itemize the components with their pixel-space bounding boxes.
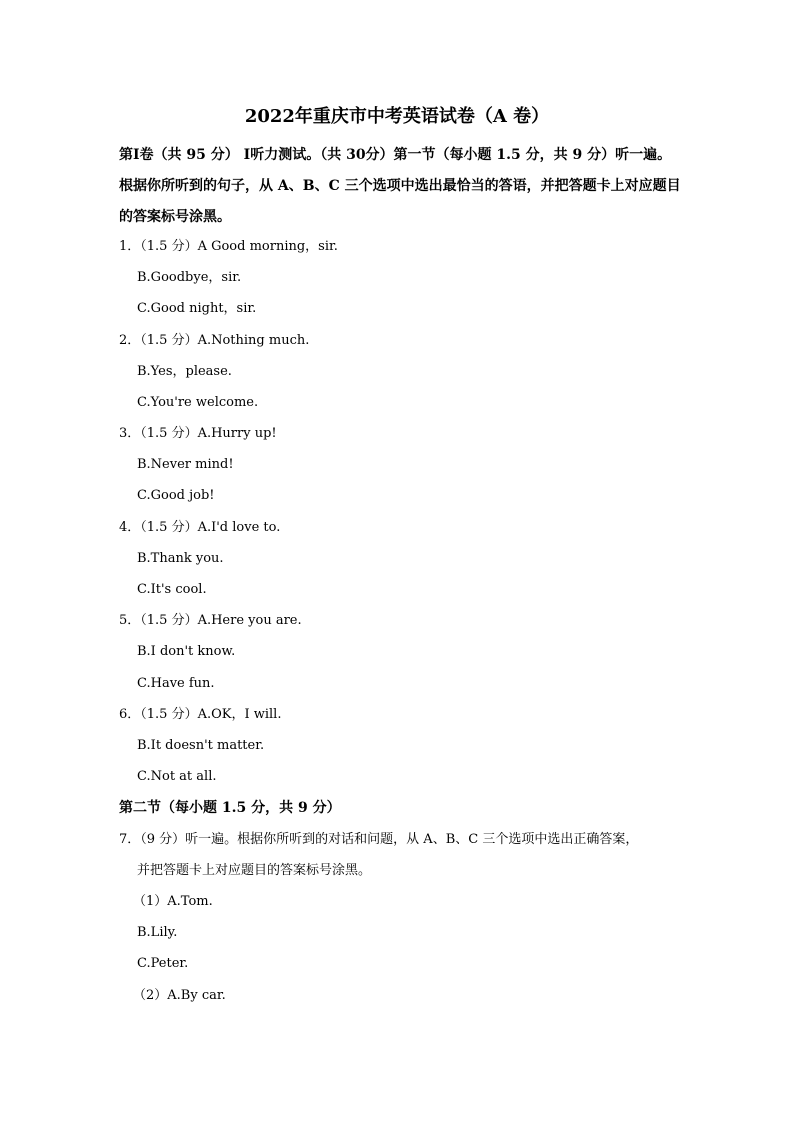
- question-7-sub-1: （1）A.Tom.: [133, 894, 213, 909]
- question-1-option-c: C.Good night，sir.: [137, 301, 257, 316]
- section-intro-line-2: 根据你所听到的句子，从 A、B、C 三个选项中选出最恰当的答语，并把答题卡上对应题目: [119, 178, 681, 194]
- question-7-sub-1-option-c: C.Peter.: [137, 956, 189, 971]
- page-title: 2022年重庆市中考英语试卷（A 卷）: [244, 106, 550, 127]
- question-2-option-c: C.You're welcome.: [137, 395, 259, 410]
- question-2-stem: 2．（1.5 分）A.Nothing much.: [119, 333, 310, 348]
- question-7-stem-line-1: 7．（9 分）听一遍。根据你所听到的对话和问题，从 A、B、C 三个选项中选出正确答案，: [119, 832, 639, 847]
- question-4-option-c: C.It's cool.: [137, 582, 207, 597]
- question-5-stem: 5．（1.5 分）A.Here you are.: [119, 613, 302, 628]
- question-5-option-c: C.Have fun.: [137, 676, 215, 691]
- question-6-stem: 6．（1.5 分）A.OK，I will.: [119, 707, 282, 722]
- question-4-option-b: B.Thank you.: [137, 551, 224, 566]
- question-3-stem: 3．（1.5 分）A.Hurry up!: [119, 426, 277, 441]
- question-1-option-b: B.Goodbye，sir.: [137, 270, 242, 285]
- question-2-option-b: B.Yes，please.: [137, 364, 232, 379]
- question-1-stem: 1．（1.5 分）A Good morning，sir.: [119, 239, 338, 254]
- question-7-sub-1-option-b: B.Lily.: [137, 925, 178, 940]
- question-6-option-c: C.Not at all.: [137, 769, 217, 784]
- section-2-heading: 第二节（每小题 1.5 分，共 9 分）: [119, 800, 341, 816]
- question-6-option-b: B.It doesn't matter.: [137, 738, 265, 753]
- question-4-stem: 4．（1.5 分）A.I'd love to.: [119, 520, 281, 535]
- question-3-option-b: B.Never mind!: [137, 457, 234, 472]
- question-3-option-c: C.Good job!: [137, 488, 215, 503]
- question-7-sub-2: （2）A.By car.: [133, 988, 226, 1003]
- question-7-stem-line-2: 并把答题卡上对应题目的答案标号涂黑。: [137, 863, 372, 878]
- question-5-option-b: B.I don't know.: [137, 644, 236, 659]
- section-intro-line-3: 的答案标号涂黑。: [119, 209, 231, 225]
- section-intro-line-1: 第Ⅰ卷（共 95 分） Ⅰ听力测试。（共 30分）第一节（每小题 1.5 分，共 9 分）听一遍。: [119, 147, 672, 163]
